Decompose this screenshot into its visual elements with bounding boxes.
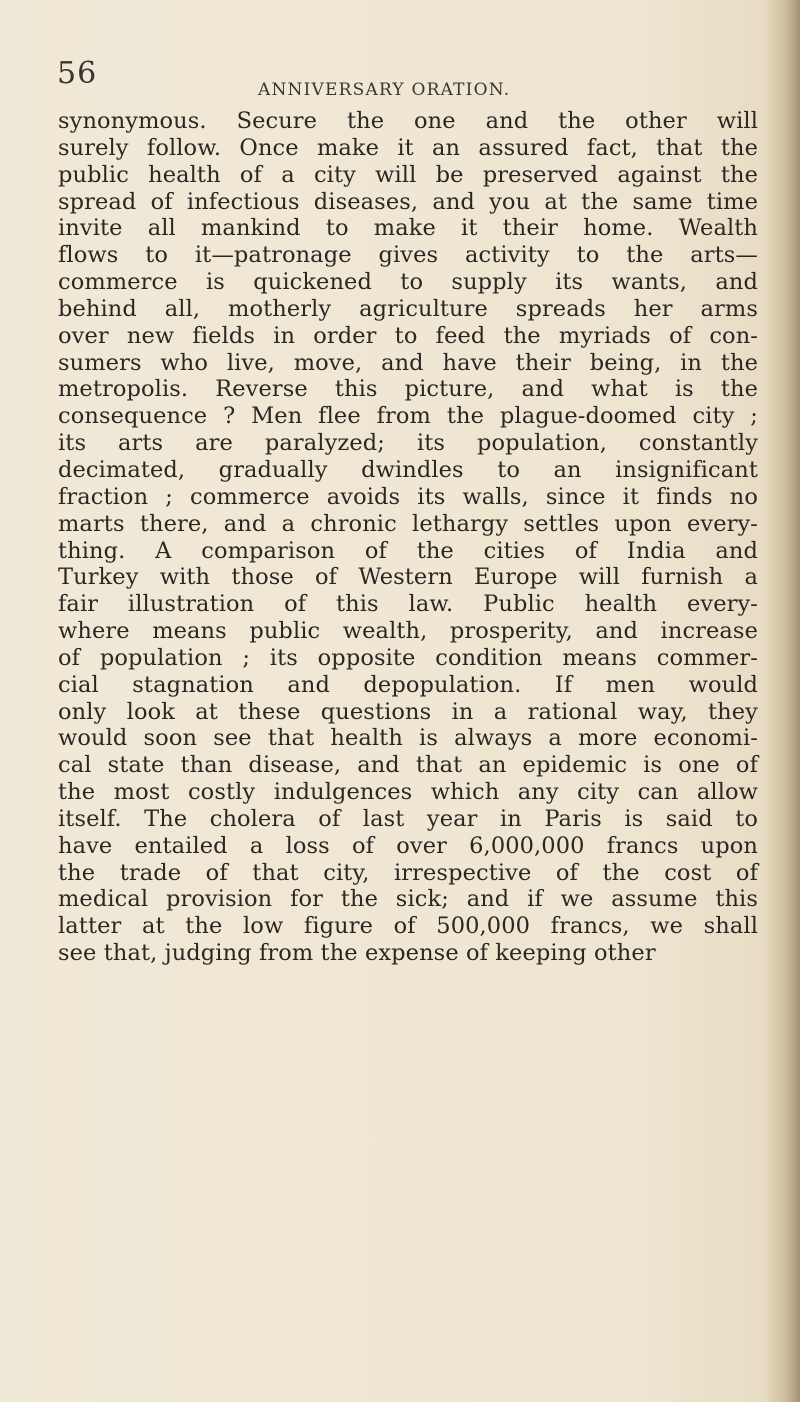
text-line: cal state than disease, and that an epidemic is one of bbox=[58, 752, 758, 779]
text-line: medical provision for the sick; and if we assume this bbox=[58, 886, 758, 913]
text-line: have entailed a loss of over 6,000,000 francs upon bbox=[58, 832, 758, 859]
text-line: marts there, and a chronic lethargy settles upon every- bbox=[58, 510, 758, 537]
text-line: behind all, motherly agriculture spreads her arms bbox=[58, 295, 758, 322]
body-text bbox=[58, 108, 758, 967]
text-line: spread of infectious diseases, and you at the same time bbox=[58, 188, 758, 215]
text-line: synonymous. Secure the one and the other will bbox=[58, 108, 758, 134]
text-line: flows to it—patronage gives activity to the arts— bbox=[58, 242, 758, 269]
text-line: the most costly indulgences which any city can allow bbox=[58, 779, 758, 806]
text-line: sumers who live, move, and have their being, in the bbox=[58, 349, 758, 376]
text-line: see that, judging from the expense of keeping other bbox=[58, 940, 656, 967]
text-line: itself. The cholera of last year in Paris is said to bbox=[58, 805, 758, 832]
text-line: would soon see that health is always a more economi- bbox=[58, 725, 758, 752]
text-line: Turkey with those of Western Europe will furnish a bbox=[58, 564, 758, 591]
text-line: latter at the low figure of 500,000 francs, we shall bbox=[58, 913, 758, 940]
text-line: over new fields in order to feed the myriads of con- bbox=[58, 322, 758, 349]
text-line: public health of a city will be preserved against the bbox=[58, 161, 758, 188]
text-line: metropolis. Reverse this picture, and what is the bbox=[58, 376, 758, 403]
text-line: its arts are paralyzed; its population, constantly bbox=[58, 430, 758, 457]
text-line: of population ; its opposite condition means commer- bbox=[58, 644, 758, 671]
text-line: commerce is quickened to supply its wants, and bbox=[58, 269, 758, 296]
text-line: where means public wealth, prosperity, and increase bbox=[58, 618, 758, 645]
text-line: the trade of that city, irrespective of the cost of bbox=[58, 859, 758, 886]
text-line: only look at these questions in a rational way, they bbox=[58, 698, 758, 725]
page-edge-shadow bbox=[766, 0, 800, 1402]
text-line: consequence ? Men flee from the plague-doomed city ; bbox=[58, 403, 758, 430]
text-line: fair illustration of this law. Public health every- bbox=[58, 591, 758, 618]
text-line: decimated, gradually dwindles to an insignificant bbox=[58, 456, 758, 483]
text-line: thing. A comparison of the cities of India and bbox=[58, 537, 758, 564]
page-number: 56 bbox=[57, 56, 98, 91]
text-line: invite all mankind to make it their home. Wealth bbox=[58, 215, 758, 242]
text-line: surely follow. Once make it an assured fact, that the bbox=[58, 134, 758, 161]
text-line: fraction ; commerce avoids its walls, since it finds no bbox=[58, 483, 758, 510]
text-line: cial stagnation and depopulation. If men would bbox=[58, 671, 758, 698]
running-head: ANNIVERSARY ORATION. bbox=[258, 80, 511, 100]
